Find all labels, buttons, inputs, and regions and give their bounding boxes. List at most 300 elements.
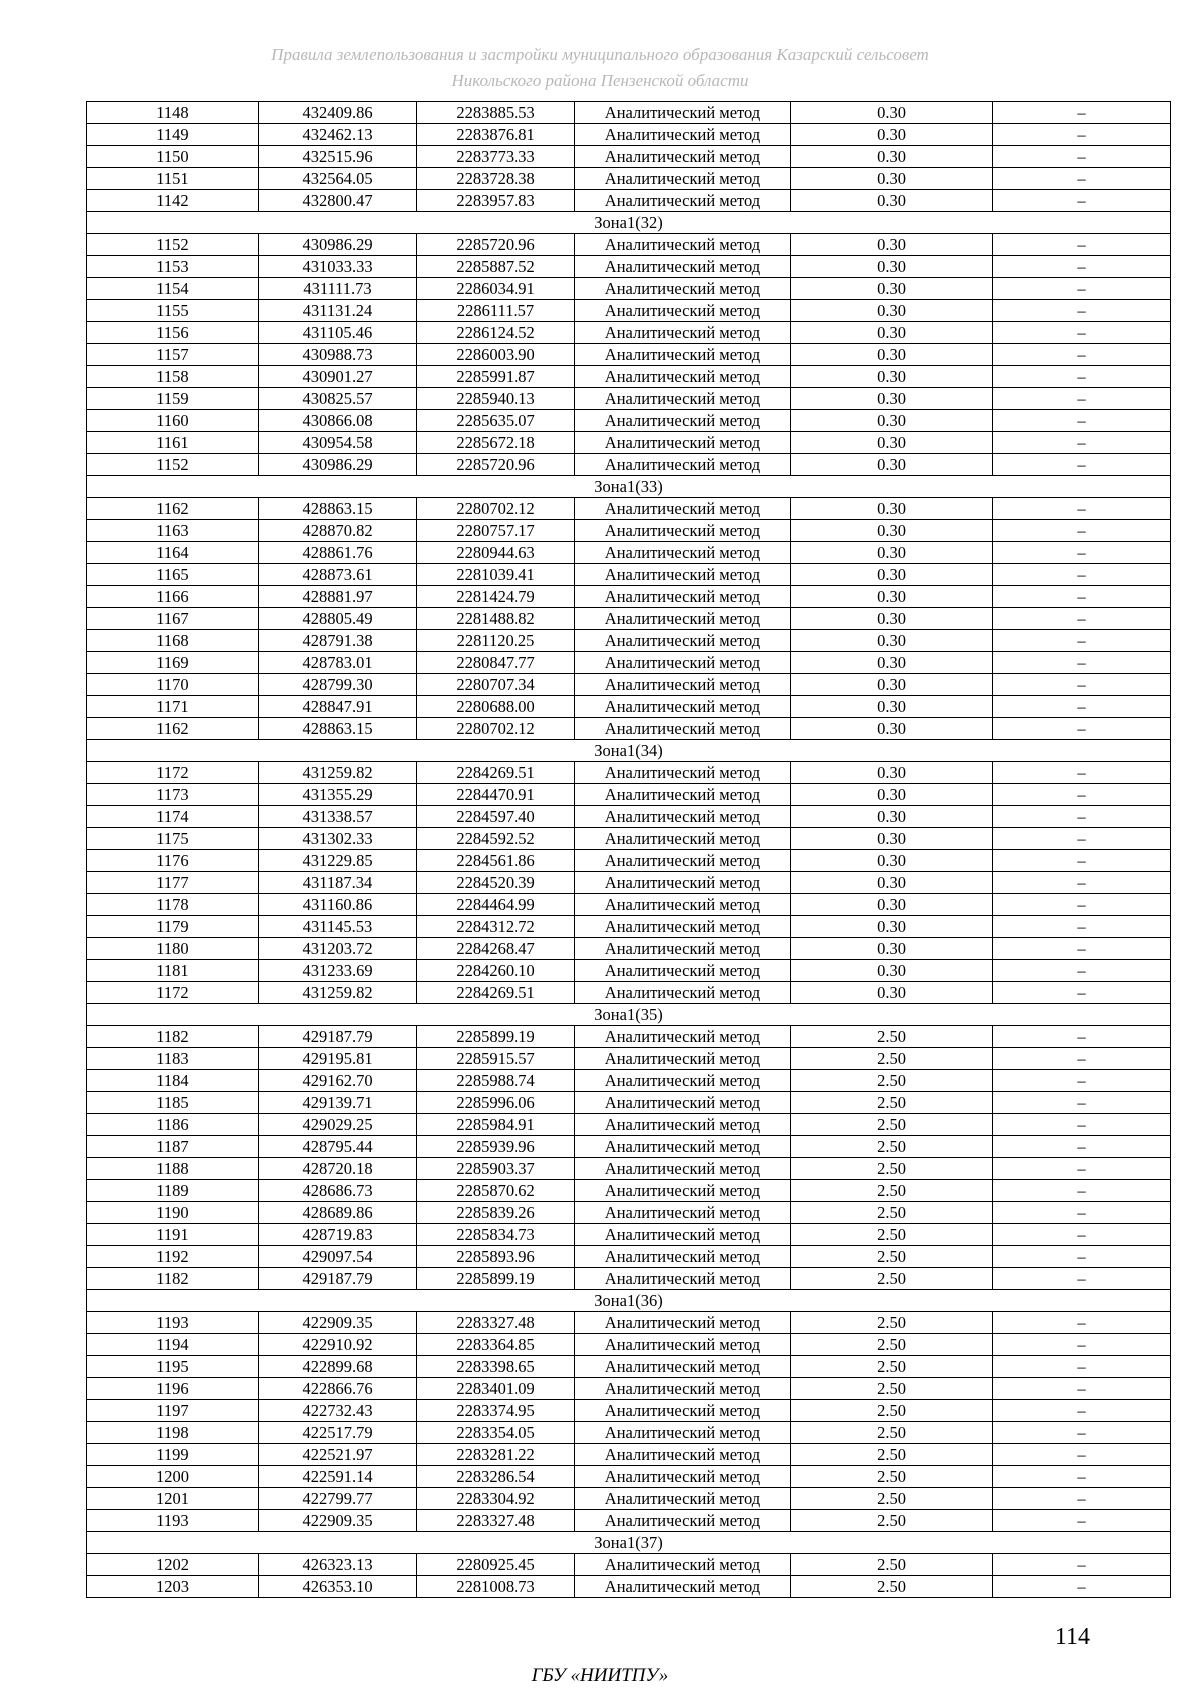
y-coordinate-cell: 2285996.06 bbox=[417, 1092, 575, 1114]
page-number: 114 bbox=[1054, 1624, 1090, 1650]
y-coordinate-cell: 2283374.95 bbox=[417, 1400, 575, 1422]
method-cell: Аналитический метод bbox=[575, 542, 791, 564]
description-cell: – bbox=[993, 1356, 1171, 1378]
zone-label: Зона1(33) bbox=[87, 476, 1171, 498]
accuracy-cell: 2.50 bbox=[791, 1554, 993, 1576]
method-cell: Аналитический метод bbox=[575, 586, 791, 608]
y-coordinate-cell: 2283773.33 bbox=[417, 146, 575, 168]
method-cell: Аналитический метод bbox=[575, 1422, 791, 1444]
y-coordinate-cell: 2285899.19 bbox=[417, 1026, 575, 1048]
point-number-cell: 1182 bbox=[87, 1268, 259, 1290]
description-cell: – bbox=[993, 1180, 1171, 1202]
y-coordinate-cell: 2286124.52 bbox=[417, 322, 575, 344]
zone-label: Зона1(37) bbox=[87, 1532, 1171, 1554]
zone-header-row bbox=[87, 1290, 1171, 1312]
x-coordinate-cell: 430988.73 bbox=[259, 344, 417, 366]
accuracy-cell: 2.50 bbox=[791, 1510, 993, 1532]
description-cell: – bbox=[993, 1378, 1171, 1400]
accuracy-cell: 0.30 bbox=[791, 102, 993, 124]
accuracy-cell: 0.30 bbox=[791, 784, 993, 806]
y-coordinate-cell: 2284470.91 bbox=[417, 784, 575, 806]
x-coordinate-cell: 430986.29 bbox=[259, 454, 417, 476]
method-cell: Аналитический метод bbox=[575, 1334, 791, 1356]
y-coordinate-cell: 2283728.38 bbox=[417, 168, 575, 190]
y-coordinate-cell: 2281120.25 bbox=[417, 630, 575, 652]
accuracy-cell: 0.30 bbox=[791, 586, 993, 608]
description-cell: – bbox=[993, 1136, 1171, 1158]
x-coordinate-cell: 422732.43 bbox=[259, 1400, 417, 1422]
method-cell: Аналитический метод bbox=[575, 344, 791, 366]
table-row bbox=[87, 1202, 1171, 1224]
point-number-cell: 1188 bbox=[87, 1158, 259, 1180]
method-cell: Аналитический метод bbox=[575, 850, 791, 872]
description-cell: – bbox=[993, 850, 1171, 872]
description-cell: – bbox=[993, 608, 1171, 630]
table-row bbox=[87, 960, 1171, 982]
accuracy-cell: 0.30 bbox=[791, 916, 993, 938]
y-coordinate-cell: 2281008.73 bbox=[417, 1576, 575, 1598]
accuracy-cell: 2.50 bbox=[791, 1114, 993, 1136]
description-cell: – bbox=[993, 190, 1171, 212]
x-coordinate-cell: 428689.86 bbox=[259, 1202, 417, 1224]
table-row bbox=[87, 1092, 1171, 1114]
y-coordinate-cell: 2280944.63 bbox=[417, 542, 575, 564]
table-row bbox=[87, 1400, 1171, 1422]
table-row bbox=[87, 1070, 1171, 1092]
description-cell: – bbox=[993, 938, 1171, 960]
accuracy-cell: 0.30 bbox=[791, 498, 993, 520]
zone-label: Зона1(34) bbox=[87, 740, 1171, 762]
method-cell: Аналитический метод bbox=[575, 938, 791, 960]
zone-label: Зона1(35) bbox=[87, 1004, 1171, 1026]
y-coordinate-cell: 2285988.74 bbox=[417, 1070, 575, 1092]
y-coordinate-cell: 2286111.57 bbox=[417, 300, 575, 322]
x-coordinate-cell: 430825.57 bbox=[259, 388, 417, 410]
x-coordinate-cell: 428720.18 bbox=[259, 1158, 417, 1180]
table-row bbox=[87, 322, 1171, 344]
description-cell: – bbox=[993, 762, 1171, 784]
accuracy-cell: 0.30 bbox=[791, 696, 993, 718]
point-number-cell: 1167 bbox=[87, 608, 259, 630]
accuracy-cell: 0.30 bbox=[791, 366, 993, 388]
table-row bbox=[87, 872, 1171, 894]
point-number-cell: 1175 bbox=[87, 828, 259, 850]
zone-header-row bbox=[87, 1004, 1171, 1026]
x-coordinate-cell: 431233.69 bbox=[259, 960, 417, 982]
method-cell: Аналитический метод bbox=[575, 1576, 791, 1598]
table-row bbox=[87, 850, 1171, 872]
y-coordinate-cell: 2284520.39 bbox=[417, 872, 575, 894]
point-number-cell: 1162 bbox=[87, 498, 259, 520]
description-cell: – bbox=[993, 564, 1171, 586]
table-row bbox=[87, 1048, 1171, 1070]
description-cell: – bbox=[993, 146, 1171, 168]
x-coordinate-cell: 431105.46 bbox=[259, 322, 417, 344]
accuracy-cell: 2.50 bbox=[791, 1312, 993, 1334]
method-cell: Аналитический метод bbox=[575, 1158, 791, 1180]
table-row bbox=[87, 982, 1171, 1004]
description-cell: – bbox=[993, 1202, 1171, 1224]
description-cell: – bbox=[993, 1334, 1171, 1356]
table-row bbox=[87, 564, 1171, 586]
method-cell: Аналитический метод bbox=[575, 1048, 791, 1070]
y-coordinate-cell: 2284260.10 bbox=[417, 960, 575, 982]
table-row bbox=[87, 190, 1171, 212]
point-number-cell: 1191 bbox=[87, 1224, 259, 1246]
point-number-cell: 1198 bbox=[87, 1422, 259, 1444]
point-number-cell: 1166 bbox=[87, 586, 259, 608]
point-number-cell: 1182 bbox=[87, 1026, 259, 1048]
point-number-cell: 1195 bbox=[87, 1356, 259, 1378]
method-cell: Аналитический метод bbox=[575, 1554, 791, 1576]
method-cell: Аналитический метод bbox=[575, 168, 791, 190]
method-cell: Аналитический метод bbox=[575, 520, 791, 542]
point-number-cell: 1193 bbox=[87, 1312, 259, 1334]
point-number-cell: 1174 bbox=[87, 806, 259, 828]
description-cell: – bbox=[993, 1070, 1171, 1092]
method-cell: Аналитический метод bbox=[575, 498, 791, 520]
table-row bbox=[87, 1026, 1171, 1048]
table-row bbox=[87, 652, 1171, 674]
table-row bbox=[87, 1356, 1171, 1378]
description-cell: – bbox=[993, 806, 1171, 828]
x-coordinate-cell: 431033.33 bbox=[259, 256, 417, 278]
x-coordinate-cell: 431338.57 bbox=[259, 806, 417, 828]
table-row bbox=[87, 124, 1171, 146]
y-coordinate-cell: 2281424.79 bbox=[417, 586, 575, 608]
accuracy-cell: 2.50 bbox=[791, 1246, 993, 1268]
x-coordinate-cell: 431229.85 bbox=[259, 850, 417, 872]
x-coordinate-cell: 428870.82 bbox=[259, 520, 417, 542]
point-number-cell: 1159 bbox=[87, 388, 259, 410]
y-coordinate-cell: 2285991.87 bbox=[417, 366, 575, 388]
table-row bbox=[87, 828, 1171, 850]
y-coordinate-cell: 2284312.72 bbox=[417, 916, 575, 938]
accuracy-cell: 0.30 bbox=[791, 146, 993, 168]
method-cell: Аналитический метод bbox=[575, 1510, 791, 1532]
table-row bbox=[87, 916, 1171, 938]
description-cell: – bbox=[993, 1422, 1171, 1444]
description-cell: – bbox=[993, 1048, 1171, 1070]
method-cell: Аналитический метод bbox=[575, 190, 791, 212]
accuracy-cell: 0.30 bbox=[791, 608, 993, 630]
table-row bbox=[87, 300, 1171, 322]
table-row bbox=[87, 630, 1171, 652]
description-cell: – bbox=[993, 1026, 1171, 1048]
x-coordinate-cell: 428799.30 bbox=[259, 674, 417, 696]
description-cell: – bbox=[993, 102, 1171, 124]
method-cell: Аналитический метод bbox=[575, 256, 791, 278]
point-number-cell: 1199 bbox=[87, 1444, 259, 1466]
accuracy-cell: 0.30 bbox=[791, 938, 993, 960]
point-number-cell: 1162 bbox=[87, 718, 259, 740]
method-cell: Аналитический метод bbox=[575, 322, 791, 344]
point-number-cell: 1187 bbox=[87, 1136, 259, 1158]
y-coordinate-cell: 2285720.96 bbox=[417, 234, 575, 256]
method-cell: Аналитический метод bbox=[575, 146, 791, 168]
table-row bbox=[87, 1576, 1171, 1598]
description-cell: – bbox=[993, 1114, 1171, 1136]
method-cell: Аналитический метод bbox=[575, 674, 791, 696]
y-coordinate-cell: 2284561.86 bbox=[417, 850, 575, 872]
accuracy-cell: 2.50 bbox=[791, 1444, 993, 1466]
accuracy-cell: 0.30 bbox=[791, 124, 993, 146]
point-number-cell: 1173 bbox=[87, 784, 259, 806]
table-row bbox=[87, 168, 1171, 190]
point-number-cell: 1180 bbox=[87, 938, 259, 960]
description-cell: – bbox=[993, 520, 1171, 542]
method-cell: Аналитический метод bbox=[575, 564, 791, 586]
table-row bbox=[87, 608, 1171, 630]
point-number-cell: 1149 bbox=[87, 124, 259, 146]
header-line-2: Никольского района Пензенской области bbox=[451, 71, 749, 90]
description-cell: – bbox=[993, 916, 1171, 938]
accuracy-cell: 2.50 bbox=[791, 1048, 993, 1070]
table-row bbox=[87, 1422, 1171, 1444]
point-number-cell: 1194 bbox=[87, 1334, 259, 1356]
accuracy-cell: 0.30 bbox=[791, 322, 993, 344]
table-row bbox=[87, 388, 1171, 410]
description-cell: – bbox=[993, 586, 1171, 608]
y-coordinate-cell: 2284269.51 bbox=[417, 762, 575, 784]
y-coordinate-cell: 2280702.12 bbox=[417, 498, 575, 520]
y-coordinate-cell: 2283398.65 bbox=[417, 1356, 575, 1378]
x-coordinate-cell: 422910.92 bbox=[259, 1334, 417, 1356]
accuracy-cell: 2.50 bbox=[791, 1224, 993, 1246]
zone-header-row bbox=[87, 476, 1171, 498]
x-coordinate-cell: 422909.35 bbox=[259, 1510, 417, 1532]
x-coordinate-cell: 431203.72 bbox=[259, 938, 417, 960]
method-cell: Аналитический метод bbox=[575, 124, 791, 146]
table-row bbox=[87, 1224, 1171, 1246]
accuracy-cell: 0.30 bbox=[791, 718, 993, 740]
method-cell: Аналитический метод bbox=[575, 916, 791, 938]
y-coordinate-cell: 2283401.09 bbox=[417, 1378, 575, 1400]
x-coordinate-cell: 428719.83 bbox=[259, 1224, 417, 1246]
description-cell: – bbox=[993, 278, 1171, 300]
y-coordinate-cell: 2280757.17 bbox=[417, 520, 575, 542]
accuracy-cell: 2.50 bbox=[791, 1356, 993, 1378]
point-number-cell: 1179 bbox=[87, 916, 259, 938]
x-coordinate-cell: 432515.96 bbox=[259, 146, 417, 168]
accuracy-cell: 0.30 bbox=[791, 190, 993, 212]
y-coordinate-cell: 2285984.91 bbox=[417, 1114, 575, 1136]
description-cell: – bbox=[993, 872, 1171, 894]
accuracy-cell: 0.30 bbox=[791, 256, 993, 278]
accuracy-cell: 0.30 bbox=[791, 652, 993, 674]
document-header bbox=[0, 42, 1200, 94]
x-coordinate-cell: 428791.38 bbox=[259, 630, 417, 652]
table-row bbox=[87, 498, 1171, 520]
zone-header-row bbox=[87, 1532, 1171, 1554]
table-row bbox=[87, 410, 1171, 432]
point-number-cell: 1197 bbox=[87, 1400, 259, 1422]
y-coordinate-cell: 2285939.96 bbox=[417, 1136, 575, 1158]
description-cell: – bbox=[993, 366, 1171, 388]
description-cell: – bbox=[993, 1092, 1171, 1114]
y-coordinate-cell: 2285899.19 bbox=[417, 1268, 575, 1290]
table-row bbox=[87, 1268, 1171, 1290]
accuracy-cell: 2.50 bbox=[791, 1070, 993, 1092]
description-cell: – bbox=[993, 300, 1171, 322]
method-cell: Аналитический метод bbox=[575, 1202, 791, 1224]
accuracy-cell: 0.30 bbox=[791, 960, 993, 982]
method-cell: Аналитический метод bbox=[575, 630, 791, 652]
accuracy-cell: 2.50 bbox=[791, 1268, 993, 1290]
point-number-cell: 1196 bbox=[87, 1378, 259, 1400]
x-coordinate-cell: 429139.71 bbox=[259, 1092, 417, 1114]
description-cell: – bbox=[993, 1246, 1171, 1268]
method-cell: Аналитический метод bbox=[575, 1400, 791, 1422]
table-row bbox=[87, 1378, 1171, 1400]
y-coordinate-cell: 2283957.83 bbox=[417, 190, 575, 212]
description-cell: – bbox=[993, 784, 1171, 806]
accuracy-cell: 0.30 bbox=[791, 278, 993, 300]
method-cell: Аналитический метод bbox=[575, 1224, 791, 1246]
description-cell: – bbox=[993, 1488, 1171, 1510]
method-cell: Аналитический метод bbox=[575, 1466, 791, 1488]
point-number-cell: 1154 bbox=[87, 278, 259, 300]
x-coordinate-cell: 429187.79 bbox=[259, 1026, 417, 1048]
x-coordinate-cell: 430986.29 bbox=[259, 234, 417, 256]
point-number-cell: 1200 bbox=[87, 1466, 259, 1488]
description-cell: – bbox=[993, 168, 1171, 190]
method-cell: Аналитический метод bbox=[575, 894, 791, 916]
description-cell: – bbox=[993, 344, 1171, 366]
y-coordinate-cell: 2285720.96 bbox=[417, 454, 575, 476]
y-coordinate-cell: 2285672.18 bbox=[417, 432, 575, 454]
point-number-cell: 1181 bbox=[87, 960, 259, 982]
accuracy-cell: 2.50 bbox=[791, 1466, 993, 1488]
point-number-cell: 1152 bbox=[87, 234, 259, 256]
table-row bbox=[87, 718, 1171, 740]
method-cell: Аналитический метод bbox=[575, 1268, 791, 1290]
table-row bbox=[87, 696, 1171, 718]
y-coordinate-cell: 2285887.52 bbox=[417, 256, 575, 278]
y-coordinate-cell: 2283327.48 bbox=[417, 1510, 575, 1532]
accuracy-cell: 0.30 bbox=[791, 168, 993, 190]
accuracy-cell: 2.50 bbox=[791, 1026, 993, 1048]
x-coordinate-cell: 431111.73 bbox=[259, 278, 417, 300]
point-number-cell: 1189 bbox=[87, 1180, 259, 1202]
accuracy-cell: 2.50 bbox=[791, 1378, 993, 1400]
y-coordinate-cell: 2285915.57 bbox=[417, 1048, 575, 1070]
description-cell: – bbox=[993, 1224, 1171, 1246]
table-row bbox=[87, 1180, 1171, 1202]
accuracy-cell: 2.50 bbox=[791, 1488, 993, 1510]
header-line-1: Правила землепользования и застройки муниципального образования Казарский сельсовет bbox=[271, 45, 929, 64]
method-cell: Аналитический метод bbox=[575, 432, 791, 454]
accuracy-cell: 0.30 bbox=[791, 564, 993, 586]
method-cell: Аналитический метод bbox=[575, 960, 791, 982]
x-coordinate-cell: 422521.97 bbox=[259, 1444, 417, 1466]
accuracy-cell: 0.30 bbox=[791, 344, 993, 366]
description-cell: – bbox=[993, 454, 1171, 476]
accuracy-cell: 0.30 bbox=[791, 454, 993, 476]
description-cell: – bbox=[993, 1268, 1171, 1290]
description-cell: – bbox=[993, 894, 1171, 916]
y-coordinate-cell: 2284268.47 bbox=[417, 938, 575, 960]
x-coordinate-cell: 431259.82 bbox=[259, 762, 417, 784]
y-coordinate-cell: 2280847.77 bbox=[417, 652, 575, 674]
accuracy-cell: 2.50 bbox=[791, 1576, 993, 1598]
y-coordinate-cell: 2286003.90 bbox=[417, 344, 575, 366]
description-cell: – bbox=[993, 1400, 1171, 1422]
accuracy-cell: 0.30 bbox=[791, 630, 993, 652]
x-coordinate-cell: 428863.15 bbox=[259, 498, 417, 520]
footer-organization: ГБУ «НИИТПУ» bbox=[531, 1665, 669, 1686]
x-coordinate-cell: 428881.97 bbox=[259, 586, 417, 608]
x-coordinate-cell: 422909.35 bbox=[259, 1312, 417, 1334]
y-coordinate-cell: 2281039.41 bbox=[417, 564, 575, 586]
description-cell: – bbox=[993, 388, 1171, 410]
x-coordinate-cell: 422591.14 bbox=[259, 1466, 417, 1488]
y-coordinate-cell: 2283354.05 bbox=[417, 1422, 575, 1444]
table-row bbox=[87, 1158, 1171, 1180]
x-coordinate-cell: 429162.70 bbox=[259, 1070, 417, 1092]
point-number-cell: 1163 bbox=[87, 520, 259, 542]
x-coordinate-cell: 431302.33 bbox=[259, 828, 417, 850]
description-cell: – bbox=[993, 322, 1171, 344]
description-cell: – bbox=[993, 432, 1171, 454]
method-cell: Аналитический метод bbox=[575, 1246, 791, 1268]
table-row bbox=[87, 1488, 1171, 1510]
x-coordinate-cell: 426353.10 bbox=[259, 1576, 417, 1598]
description-cell: – bbox=[993, 1576, 1171, 1598]
table-row bbox=[87, 256, 1171, 278]
y-coordinate-cell: 2280702.12 bbox=[417, 718, 575, 740]
table-row bbox=[87, 1510, 1171, 1532]
y-coordinate-cell: 2284597.40 bbox=[417, 806, 575, 828]
description-cell: – bbox=[993, 234, 1171, 256]
description-cell: – bbox=[993, 1466, 1171, 1488]
point-number-cell: 1183 bbox=[87, 1048, 259, 1070]
x-coordinate-cell: 430954.58 bbox=[259, 432, 417, 454]
method-cell: Аналитический метод bbox=[575, 762, 791, 784]
description-cell: – bbox=[993, 542, 1171, 564]
x-coordinate-cell: 432462.13 bbox=[259, 124, 417, 146]
table-row bbox=[87, 1444, 1171, 1466]
accuracy-cell: 0.30 bbox=[791, 410, 993, 432]
method-cell: Аналитический метод bbox=[575, 872, 791, 894]
x-coordinate-cell: 429029.25 bbox=[259, 1114, 417, 1136]
x-coordinate-cell: 428783.01 bbox=[259, 652, 417, 674]
point-number-cell: 1193 bbox=[87, 1510, 259, 1532]
x-coordinate-cell: 430866.08 bbox=[259, 410, 417, 432]
method-cell: Аналитический метод bbox=[575, 696, 791, 718]
zone-label: Зона1(32) bbox=[87, 212, 1171, 234]
x-coordinate-cell: 428795.44 bbox=[259, 1136, 417, 1158]
method-cell: Аналитический метод bbox=[575, 828, 791, 850]
method-cell: Аналитический метод bbox=[575, 388, 791, 410]
method-cell: Аналитический метод bbox=[575, 278, 791, 300]
y-coordinate-cell: 2285903.37 bbox=[417, 1158, 575, 1180]
zone-header-row bbox=[87, 212, 1171, 234]
table-row bbox=[87, 1466, 1171, 1488]
table-row bbox=[87, 586, 1171, 608]
point-number-cell: 1158 bbox=[87, 366, 259, 388]
table-row bbox=[87, 234, 1171, 256]
accuracy-cell: 0.30 bbox=[791, 432, 993, 454]
x-coordinate-cell: 428847.91 bbox=[259, 696, 417, 718]
x-coordinate-cell: 428861.76 bbox=[259, 542, 417, 564]
x-coordinate-cell: 429097.54 bbox=[259, 1246, 417, 1268]
x-coordinate-cell: 428686.73 bbox=[259, 1180, 417, 1202]
method-cell: Аналитический метод bbox=[575, 102, 791, 124]
coordinates-table-body bbox=[87, 102, 1171, 1598]
description-cell: – bbox=[993, 1158, 1171, 1180]
point-number-cell: 1172 bbox=[87, 762, 259, 784]
